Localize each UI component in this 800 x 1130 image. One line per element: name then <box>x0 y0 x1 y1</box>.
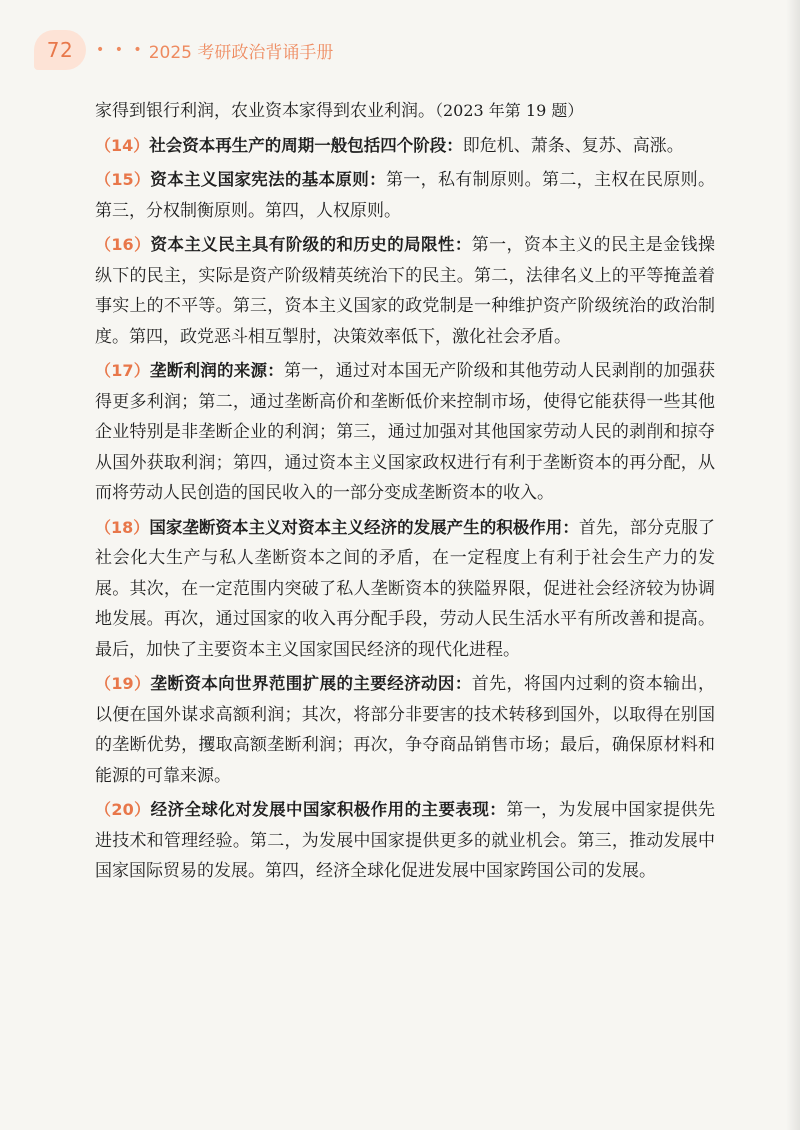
item-title: 垄断利润的来源： <box>150 361 285 380</box>
item-20 <box>95 795 715 887</box>
page-header <box>34 30 333 70</box>
exam-year-note: （2023 年第 19 题） <box>435 101 584 120</box>
item-body: 第一，通过对本国无产阶级和其他劳动人民剥削的加强获得更多利润；第二，通过垄断高价和垄断低价来控制市场，使得它能获得一些其他企业特别是非垄断企业的利润；第三，通过加强对其他国家劳动人民的剥削和掠夺从国外获取利润；第四，通过资本主义国家政权进行有利于垄断资本的再分配，从而将劳动人民创造的国民收入的一部分变成垄断资本的收入。 <box>95 361 715 503</box>
item-number: （14） <box>95 135 150 155</box>
item-title: 资本主义民主具有阶级的和历史的局限性： <box>150 235 472 254</box>
page-content <box>95 96 715 887</box>
intro-text: 家得到银行利润，农业资本家得到农业利润。 <box>95 101 435 121</box>
item-title: 经济全球化对发展中国家积极作用的主要表现： <box>150 800 507 819</box>
item-body: 第一，资本主义的民主是金钱操纵下的民主，实际是资产阶级精英统治下的民主。第二，法律名义上的平等掩盖着事实上的不平等。第三，资本主义国家的政党制是一种维护资产阶级统治的政治制度。第四，政党恶斗相互掣肘，决策效率低下，激化社会矛盾。 <box>95 235 715 347</box>
item-number: （19） <box>95 674 151 693</box>
item-15 <box>95 165 715 226</box>
item-17 <box>95 356 715 509</box>
item-number: （16） <box>95 235 151 254</box>
item-number: （20） <box>95 800 151 819</box>
item-18 <box>95 513 715 666</box>
page-number: 72 <box>34 30 86 70</box>
book-title: 2025 考研政治背诵手册 <box>148 42 334 63</box>
item-19 <box>95 669 715 791</box>
item-number: （18） <box>95 517 150 537</box>
item-body: 首先，部分克服了社会化大生产与私人垄断资本之间的矛盾，在一定程度上有利于社会生产力的发展。其次，在一定范围内突破了私人垄断资本的狭隘界限，促进社会经济较为协调地发展。再次，通过国家的收入再分配手段，劳动人民生活水平有所改善和提高。最后，加快了主要资本主义国家国民经济的现代化进程。 <box>95 517 715 660</box>
header-dots: • • • <box>96 42 145 58</box>
item-body: 即危机、萧条、复苏、高涨。 <box>462 135 684 156</box>
item-number: （17） <box>95 361 151 380</box>
page-edge-shadow <box>786 0 800 1130</box>
item-body: 第一，为发展中国家提供先进技术和管理经验。第二，为发展中国家提供更多的就业机会。第三，推动发展中国家国际贸易的发展。第四，经济全球化促进发展中国家跨国公司的发展。 <box>95 800 716 881</box>
item-number: （15） <box>95 170 151 189</box>
item-body: 首先，将国内过剩的资本输出，以便在国外谋求高额利润；其次，将部分非要害的技术转移到国外，以取得在别国的垄断优势，攫取高额垄断利润；再次，争夺商品销售市场；最后，确保原材料和能源的可靠来源。 <box>95 674 715 786</box>
item-body: 第一，私有制原则。第二，主权在民原则。第三，分权制衡原则。第四，人权原则。 <box>95 170 715 221</box>
item-title: 垄断资本向世界范围扩展的主要经济动因： <box>150 674 472 693</box>
item-16 <box>95 230 715 352</box>
item-title: 资本主义国家宪法的基本原则： <box>150 170 386 189</box>
item-14 <box>95 131 715 162</box>
intro-paragraph <box>95 96 715 127</box>
item-title: 国家垄断资本主义对资本主义经济的发展产生的积极作用： <box>149 517 579 537</box>
item-title: 社会资本再生产的周期一般包括四个阶段： <box>149 135 463 155</box>
